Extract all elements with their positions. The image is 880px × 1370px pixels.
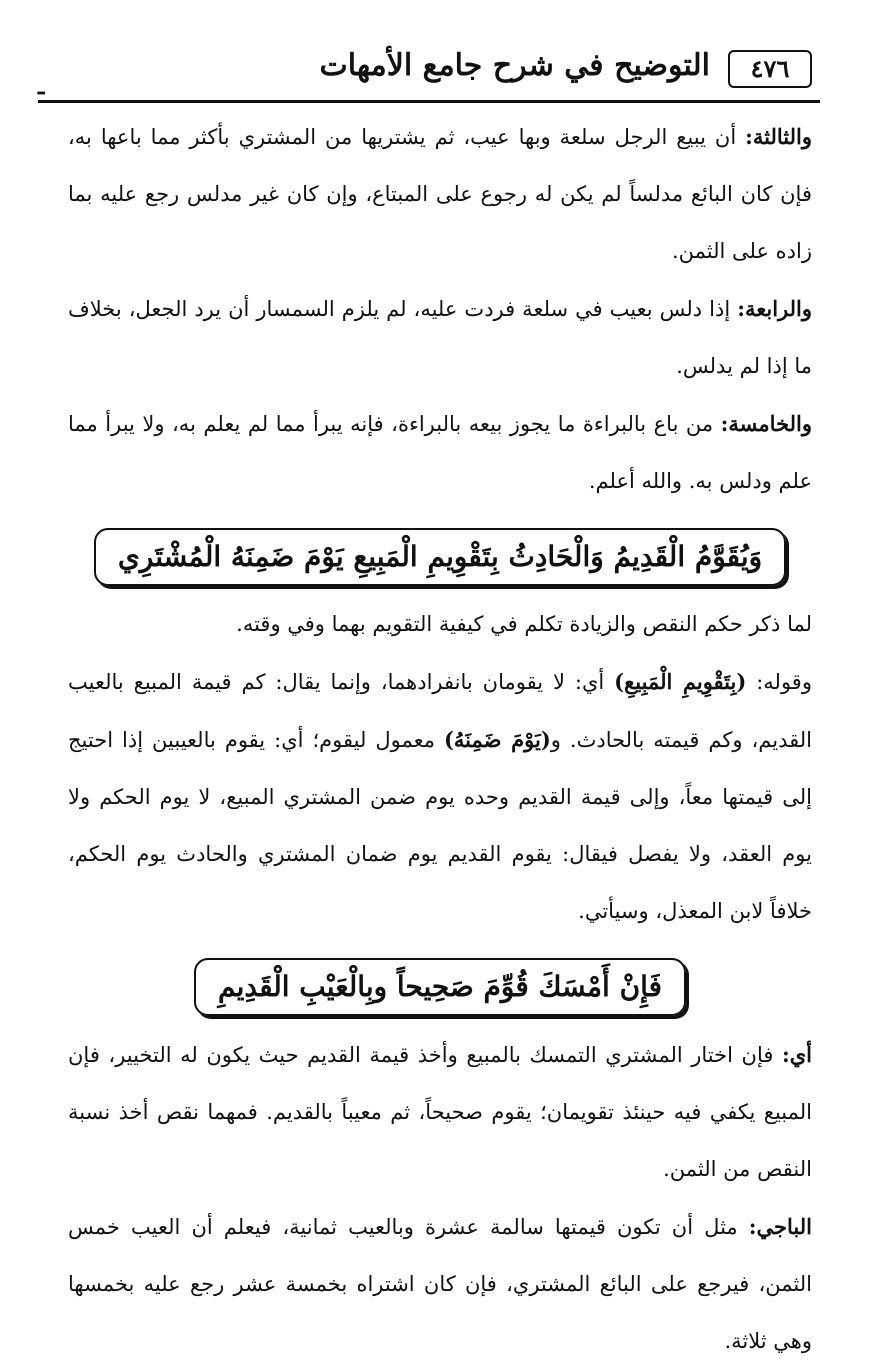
paragraph-fourth <box>68 280 812 395</box>
paragraph-third <box>68 108 812 280</box>
section1-intro: لما ذكر حكم النقص والزيادة تكلم في كيفية التقويم بهما وفي وقته. <box>236 612 812 636</box>
header-ornament: ـ <box>38 74 45 100</box>
page-content <box>68 108 812 1370</box>
matn-heading: وَيُقَوَّمُ الْقَدِيمُ وَالْحَادِثُ بِتَقْوِيمِ الْمَبِيعِ يَوْمَ ضَمِنَهُ الْمُشْتَرِي <box>94 528 786 586</box>
paragraph-lead: والخامسة: <box>720 411 812 436</box>
quoted-matn: (بِتَقْوِيمِ الْمَبِيعِ) <box>614 669 747 694</box>
paragraph-text: إذا دلس بعيب في سلعة فردت عليه، لم يلزم السمسار أن يرد الجعل، بخلاف ما إذا لم يدلس. <box>68 297 812 378</box>
quoted-matn: (يَوْمَ ضَمِنَهُ) <box>443 727 551 752</box>
commentary-text: أي: لا يقومان بانفرادهما، وإنما يقال: كم قيمة المبيع بالعيب القديم، وكم قيمته بالحادث. و <box>68 670 812 752</box>
paragraph-lead: والرابعة: <box>737 296 812 321</box>
matn-heading-wrap <box>68 958 812 1018</box>
section1-commentary <box>68 653 812 940</box>
matn-heading-wrap <box>68 528 812 588</box>
matn-heading: فَإِنْ أَمْسَكَ قُوِّمَ صَحِيحاً وبِالْعَيْبِ الْقَدِيمِ <box>194 958 686 1016</box>
commentary-text: وقوله: <box>746 670 812 694</box>
book-title: التوضيح في شرح جامع الأمهات <box>319 48 710 83</box>
paragraph-lead: أي: <box>781 1042 812 1067</box>
page-number: ٤٧٦ <box>728 50 812 88</box>
paragraph-text: من باع بالبراءة ما يجوز بيعه بالبراءة، فإنه يبرأ مما لم يعلم به، ولا يبرأ مما علم ودلس به. والله أعلم. <box>68 412 812 493</box>
paragraph-text: مثل أن تكون قيمتها سالمة عشرة وبالعيب ثمانية، فيعلم أن العيب خمس الثمن، فيرجع على البائع المشتري، فإن كان اشتراه بخمسة عشر رجع عليه بخمسها وهي ثلاثة. <box>68 1215 812 1353</box>
page-header <box>38 40 820 103</box>
section2-commentary <box>68 1026 812 1198</box>
paragraph-text: أن يبيع الرجل سلعة وبها عيب، ثم يشتريها من المشتري بأكثر مما باعها به، فإن كان البائع مدلساً لم يكن له رجوع على المبتاع، وإن كان غير مدلس رجع عليه بما زاده على الثمن. <box>68 125 812 263</box>
paragraph-lead: والثالثة: <box>745 124 812 149</box>
commentary-text: معمول ليقوم؛ أي: يقوم بالعيبين إذا احتيج إلى قيمتها معاً، وإلى قيمة القديم وحده يوم ضمن المشتري المبيع، لا يوم الحكم ولا يوم العقد، ولا يفصل فيقال: يقوم القديم يوم ضمان المشتري والحادث يوم الحكم، خلافاً لابن المعذل، وسيأتي. <box>68 728 812 923</box>
paragraph-text: فإن اختار المشتري التمسك بالمبيع وأخذ قيمة القديم حيث يكون له التخيير، فإن المبيع يكفي فيه حينئذ تقويمان؛ يقوم صحيحاً، ثم معيباً بالقديم. فمهما نقص أخذ نسبة النقص من الثمن. <box>68 1043 812 1181</box>
paragraph-fifth <box>68 395 812 510</box>
section2-baji <box>68 1198 812 1370</box>
paragraph-lead: الباجي: <box>748 1214 812 1239</box>
